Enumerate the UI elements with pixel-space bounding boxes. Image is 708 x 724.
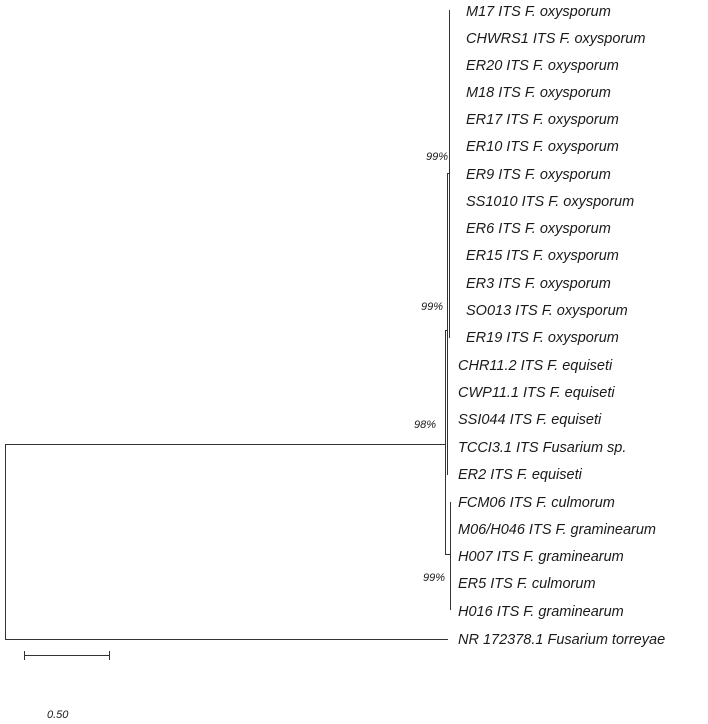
root-branches — [5, 444, 448, 640]
taxon-label: ER20 ITS F. oxysporum — [466, 58, 619, 74]
taxon-label: SO013 ITS F. oxysporum — [466, 303, 628, 319]
taxon-label: SS1010 ITS F. oxysporum — [466, 194, 635, 210]
taxon-label: CWP11.1 ITS F. equiseti — [458, 385, 615, 401]
support-values — [414, 151, 448, 584]
taxon-label: CHWRS1 ITS F. oxysporum — [466, 31, 646, 47]
scale-bar-label: 0.50 — [47, 709, 69, 721]
outgroup-label: NR 172378.1 Fusarium torreyae — [458, 632, 666, 648]
taxon-label: ER10 ITS F. oxysporum — [466, 139, 619, 155]
support-oxy-equiseti-clade: 99% — [421, 301, 444, 313]
scale-bar — [24, 651, 110, 721]
taxon-label: H007 ITS F. graminearum — [458, 549, 624, 565]
taxon-label: ER6 ITS F. oxysporum — [466, 221, 611, 237]
culmorum-taxa — [458, 495, 656, 620]
taxon-label: ER15 ITS F. oxysporum — [466, 248, 619, 264]
taxon-label: TCCI3.1 ITS Fusarium sp. — [458, 440, 627, 456]
taxon-label: M18 ITS F. oxysporum — [466, 85, 611, 101]
taxon-label: M17 ITS F. oxysporum — [466, 4, 611, 20]
support-ingroup: 98% — [414, 419, 437, 431]
oxy-equiseti-node — [447, 173, 449, 475]
taxon-label: ER5 ITS F. culmorum — [458, 576, 596, 592]
taxon-label: ER19 ITS F. oxysporum — [466, 330, 619, 346]
taxon-label: H016 ITS F. graminearum — [458, 604, 624, 620]
support-oxysporum-clade: 99% — [426, 151, 449, 163]
equiseti-taxa — [458, 358, 626, 483]
taxon-label: ER17 ITS F. oxysporum — [466, 112, 619, 128]
taxon-label: ER9 ITS F. oxysporum — [466, 167, 611, 183]
taxon-label: ER2 ITS F. equiseti — [458, 467, 582, 483]
taxon-label: SSI044 ITS F. equiseti — [458, 412, 602, 428]
taxon-label: CHR11.2 ITS F. equiseti — [458, 358, 613, 374]
oxysporum-taxa — [466, 4, 645, 346]
taxon-label: ER3 ITS F. oxysporum — [466, 276, 611, 292]
support-culmorum-clade: 99% — [423, 572, 446, 584]
taxon-label: M06/H046 ITS F. graminearum — [458, 522, 656, 538]
taxon-label: FCM06 ITS F. culmorum — [458, 495, 615, 511]
